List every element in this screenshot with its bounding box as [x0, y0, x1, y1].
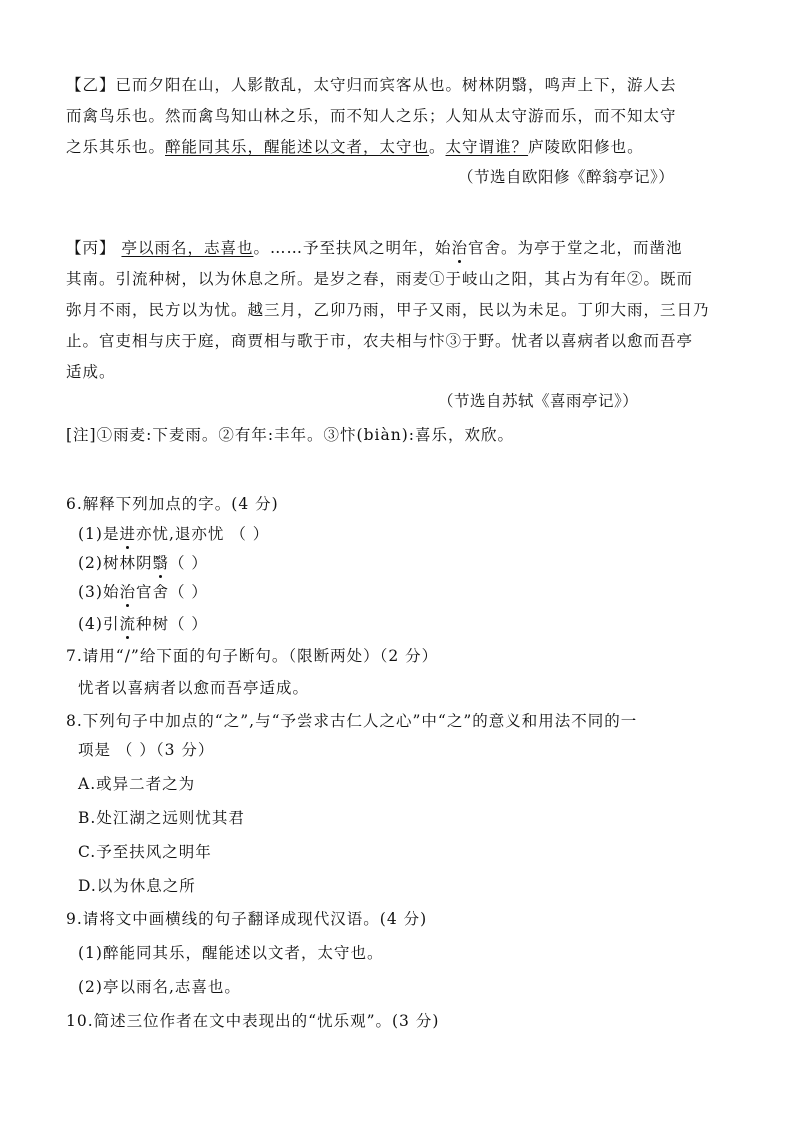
passage-yi-line-2: 而禽鸟乐也。然而禽鸟知山林之乐，而不知人之乐；人知从太守游而乐，而不知太守 — [66, 107, 677, 125]
question-9-item-1: (1)醉能同其乐，醒能述以文者，太守也。 — [78, 944, 384, 962]
dotted-char-yi: 翳 — [152, 551, 169, 573]
question-8-stem: 8.下列句子中加点的“之”,与“予尝求古仁人之心”中“之”的意义和用法不同的一 — [66, 712, 638, 730]
question-8-stem-cont: 项是 （ ）（3 分） — [78, 741, 215, 759]
passage-bing-line-2: 其南。引流种树，以为休息之所。是岁之春，雨麦①于岐山之阳，其占为有年②。既而 — [66, 270, 694, 288]
question-10-stem: 10.简述三位作者在文中表现出的“忧乐观”。(3 分) — [66, 1012, 440, 1030]
question-9-stem: 9.请将文中画横线的句子翻译成现代汉语。(4 分) — [66, 910, 428, 928]
question-9-item-2: (2)亭以雨名,志喜也。 — [78, 978, 241, 996]
passage-bing-source: （节选自苏轼《喜雨亭记》） — [438, 392, 639, 410]
dotted-char-zhi: 治 — [451, 236, 468, 258]
question-8-option-c: C.予至扶风之明年 — [78, 843, 212, 861]
passage-yi-label: 【乙】 — [66, 76, 116, 94]
passage-yi-line-1: 【乙】已而夕阳在山，人影散乱，太守归而宾客从也。树林阴翳，鸣声上下，游人去 — [66, 76, 677, 94]
underlined-sentence-1: 醉能同其乐，醒能述以文者，太守也 — [165, 138, 430, 156]
question-6-item-3: (3)始治官舍（ ） — [78, 580, 208, 602]
passage-bing-line-3: 弥月不雨，民方以为忧。越三月，乙卯乃雨，甲子又雨，民以为未足。丁卯大雨，三日乃 — [66, 301, 710, 319]
passage-yi-source: （节选自欧阳修《醉翁亭记》） — [458, 168, 675, 186]
question-6-stem: 6.解释下列加点的字。(4 分) — [66, 495, 279, 513]
question-8-option-d: D.以为休息之所 — [78, 877, 196, 895]
question-6-item-2: (2)树林阴翳（ ） — [78, 551, 208, 573]
passage-bing-line-5: 适成。 — [66, 363, 116, 381]
passage-bing-label: 【丙】 — [66, 239, 116, 257]
question-8-option-a: A.或异二者之为 — [78, 775, 196, 793]
question-8-option-b: B.处江湖之远则忧其君 — [78, 809, 245, 827]
question-7-sentence: 忧者以喜病者以愈而吾亭适成。 — [78, 679, 310, 697]
passage-bing-note: [注]①雨麦:下麦雨。②有年:丰年。③忭(biàn):喜乐，欢欣。 — [66, 426, 514, 444]
dotted-char-liu: 流 — [119, 612, 136, 634]
dotted-char-jin: 进 — [119, 522, 136, 544]
underlined-sentence-2: 亭以雨名，志喜也 — [121, 239, 254, 257]
question-6-item-4: (4)引流种树（ ） — [78, 612, 208, 634]
question-7-stem: 7.请用“/”给下面的句子断句。（限断两处）（2 分） — [66, 647, 439, 665]
passage-bing-line-1: 【丙】 亭以雨名，志喜也。……予至扶风之明年，始治官舍。为亭于堂之北，而凿池 — [66, 236, 683, 258]
underlined-question: 太守谓谁？ — [445, 138, 529, 156]
passage-yi-line-3: 之乐其乐也。醉能同其乐，醒能述以文者，太守也。太守谓谁？庐陵欧阳修也。 — [66, 138, 644, 156]
dotted-char-zhi-2: 治 — [119, 580, 136, 602]
question-6-item-1: (1)是进亦忧,退亦忧 （ ） — [78, 522, 269, 544]
passage-bing-line-4: 止。官吏相与庆于庭，商贾相与歌于市，农夫相与忭③于野。忧者以喜病者以愈而吾亭 — [66, 332, 694, 350]
